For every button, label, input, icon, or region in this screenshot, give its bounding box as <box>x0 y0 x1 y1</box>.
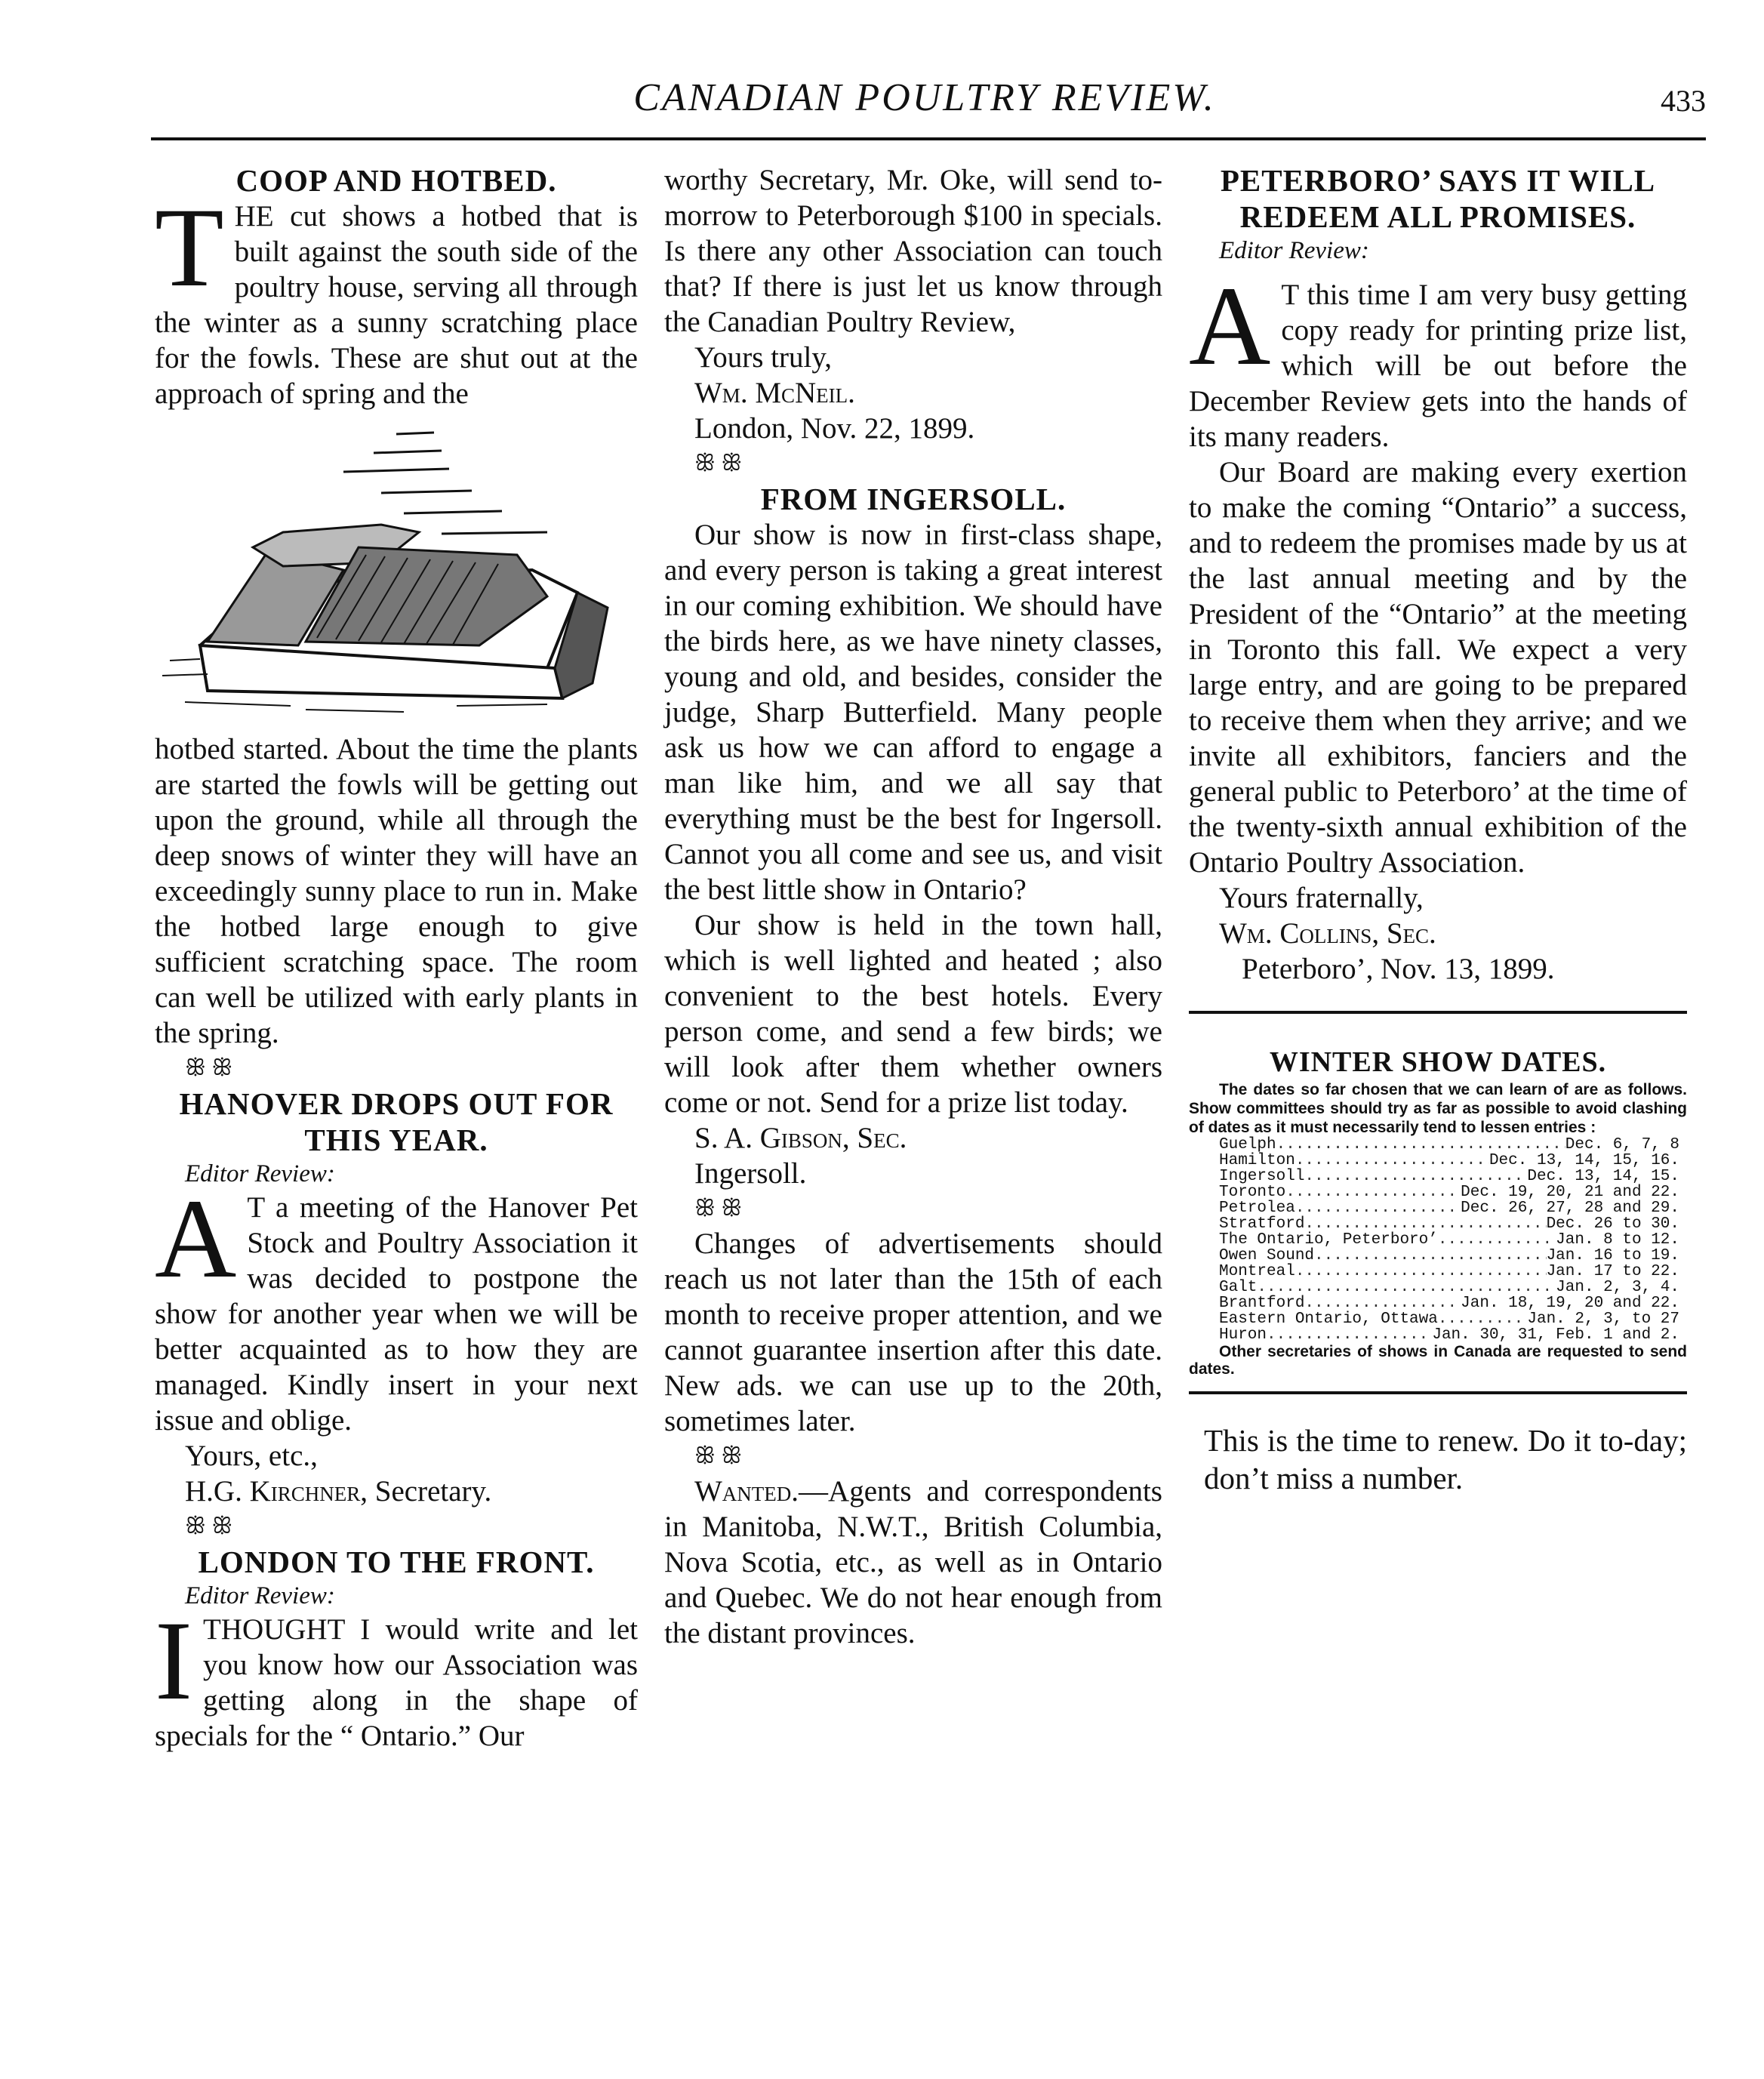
show-date-row: Owen Sound ..... Jan. 16 to 19. <box>1219 1248 1679 1264</box>
closing: Yours truly, <box>694 341 833 374</box>
dateline: London, Nov. 22, 1899. <box>694 412 975 445</box>
renew-notice: This is the time to renew. Do it to-day; don’t miss a number. <box>1204 1423 1687 1495</box>
article-heading: COOP AND HOTBED. <box>236 163 557 198</box>
article-body <box>155 1598 638 1754</box>
show-date-row: Huron ..... Jan. 30, 31, Feb. 1 and 2. <box>1219 1327 1679 1343</box>
article-body <box>155 185 638 411</box>
page-header <box>143 75 1706 143</box>
wanted-notice <box>664 1474 1162 1651</box>
article-ingersoll <box>664 481 1162 1191</box>
article-text: hotbed started. About the time the plants are started the fowls will be getting out upon the ground, while all through the deep snows of winter they will have an exceedingly sunny place to run in. Make the hotbed large enough to give sufficient scratching space. The room can well be utilized with early plants in the spring. <box>155 733 638 1049</box>
show-date-row: Montreal ..... Jan. 17 to 22. <box>1219 1264 1679 1280</box>
signature: Wm. Collins, Sec. <box>1219 917 1436 950</box>
show-date-row: Petrolea ..... Dec. 26, 27, 28 and 29. <box>1219 1200 1679 1216</box>
section-rule <box>1189 1391 1687 1394</box>
section-ornament: ꕥ ꕥ <box>185 1514 233 1538</box>
drop-cap: I <box>155 1598 192 1723</box>
show-date-row: Eastern Ontario, Ottawa ..... Jan. 2, 3, to 27 <box>1219 1311 1679 1327</box>
dateline: Peterboro’, Nov. 13, 1899. <box>1242 953 1555 985</box>
page-number: 433 <box>1661 84 1706 118</box>
article-text: T this time I am very busy getting copy ready for printing prize list, which will be out before the December Review gets into the hands of its many readers. <box>1189 279 1687 453</box>
closing: Yours, etc., <box>185 1440 318 1472</box>
column-3 <box>1189 162 1687 1497</box>
article-text: HE cut shows a hotbed that is built against the south side of the poultry house, serving all through the winter as a sunny scratching place for the fowls. These are shut out at the approach of spring and the <box>155 200 638 410</box>
show-date-row: Hamilton ..... Dec. 13, 14, 15, 16. <box>1219 1153 1679 1169</box>
article-hanover <box>155 1086 638 1509</box>
show-dates-list <box>1219 1137 1679 1343</box>
drop-cap: T <box>155 185 224 310</box>
header-rule <box>151 137 1706 140</box>
place: Ingersoll. <box>694 1157 807 1190</box>
section-ornament: ꕥ ꕥ <box>694 451 743 476</box>
editor-salutation: Editor Review: <box>185 1582 335 1609</box>
signature-title: , Secretary. <box>360 1475 492 1508</box>
article-body <box>155 1176 638 1438</box>
column-2 <box>664 162 1162 1651</box>
article-london <box>155 1544 638 1754</box>
drop-cap: A <box>155 1176 237 1301</box>
winter-show-footer: Other secretaries of shows in Canada are requested to send dates. <box>1189 1343 1687 1378</box>
winter-show-note: The dates so far chosen that we can learn of are as follows. Show committees should try as far as possible to avoid clashing of dates as it must necessarily tend to lessen entries : <box>1189 1081 1687 1136</box>
article-text: Our Board are making every exertion to make the coming “Ontario” a success, and to redeem the promises made by us at the last annual meeting and by the President of the “Ontario” at the meeting in Toronto this fall. We expect a very large entry, and are going to be prepared to receive them when they arrive; and we invite all exhibitors, fanciers and the general public to Peterboro’ at the time of the twenty-sixth annual exhibition of the Ontario Poultry Association. <box>1189 456 1687 879</box>
article-text: worthy Secretary, Mr. Oke, will send to-morrow to Peterborough $100 in specials. Is there any other Association can touch that? If there is just let us know through the Canadian Poultry Review, <box>664 164 1162 338</box>
editor-salutation: Editor Review: <box>1219 237 1369 264</box>
signature: S. A. Gibson, Sec. <box>694 1122 907 1154</box>
article-heading: PETERBORO’ SAYS IT WILL REDEEM ALL PROMISES. <box>1220 163 1656 234</box>
section-ornament: ꕥ ꕥ <box>185 1055 233 1080</box>
winter-show-dates <box>1189 1044 1687 1378</box>
show-date-row: Stratford ..... Dec. 26 to 30. <box>1219 1216 1679 1232</box>
article-text: Our show is now in first-class shape, and every person is taking a great interest in our coming exhibition. We should have the birds here, as we have ninety classes, young and old, and besides, consider the judge, Sharp Butterfield. Many people ask us how we can afford to engage a man like him, and we all say that everything must be the best for Ingersoll. Cannot you all come and see us, and visit the best little show in Ontario? <box>664 519 1162 906</box>
wanted-text: —Agents and correspondents in Manitoba, N.W.T., British Columbia, Nova Scotia, etc., as well as in Ontario and Quebec. We do not hear enough from the distant provinces. <box>664 1475 1162 1649</box>
show-date-row: The Ontario, Peterboro’ ..... Jan. 8 to 12. <box>1219 1232 1679 1248</box>
article-peterboro <box>1189 162 1687 987</box>
article-text: THOUGHT I would write and let you know how our Association was getting along in the shape of specials for the “ Ontario.” Our <box>155 1613 638 1752</box>
show-date-row: Ingersoll ..... Dec. 13, 14, 15. <box>1219 1169 1679 1184</box>
show-date-row: Guelph ..... Dec. 6, 7, 8 <box>1219 1137 1679 1153</box>
article-heading: HANOVER DROPS OUT FOR THIS YEAR. <box>179 1086 614 1157</box>
drop-cap: A <box>1189 263 1271 389</box>
editor-salutation: Editor Review: <box>185 1160 335 1187</box>
hotbed-illustration <box>155 419 623 721</box>
journal-title: CANADIAN POULTRY REVIEW. <box>633 76 1216 119</box>
signature <box>155 1474 638 1509</box>
article-text: Our show is held in the town hall, which is well lighted and heated ; also convenient to the best hotels. Every person come, and send a few birds; we will look after them whether owners come or not. Send for a prize list today. <box>664 909 1162 1119</box>
show-date-row: Galt ..... Jan. 2, 3, 4. <box>1219 1280 1679 1295</box>
article-heading: FROM INGERSOLL. <box>760 482 1067 516</box>
column-1 <box>155 162 638 1754</box>
article-text: T a meeting of the Hanover Pet Stock and Poultry Association it was decided to postpone the show for another year when we will be better acquainted as to how they are managed. Kindly insert in your next issue and oblige. <box>155 1191 638 1437</box>
section-rule <box>1189 1011 1687 1014</box>
changes-notice: Changes of advertisements should reach us not later than the 15th of each month to receive proper attention, and we cannot guarantee insertion after this date. New ads. we can use up to the 20th, sometimes later. <box>664 1227 1162 1437</box>
wanted-lead: Wanted. <box>694 1475 799 1508</box>
signature-name: H.G. Kirchner <box>185 1475 361 1508</box>
section-ornament: ꕥ ꕥ <box>694 1196 743 1221</box>
winter-show-heading: WINTER SHOW DATES. <box>1269 1046 1607 1078</box>
article-coop-and-hotbed <box>155 162 638 1051</box>
article-heading: LONDON TO THE FRONT. <box>198 1545 595 1579</box>
article-body <box>1189 263 1687 454</box>
show-date-row: Toronto ..... Dec. 19, 20, 21 and 22. <box>1219 1184 1679 1200</box>
show-date-row: Brantford ..... Jan. 18, 19, 20 and 22. <box>1219 1295 1679 1311</box>
signature: Wm. McNeil. <box>694 377 855 409</box>
section-ornament: ꕥ ꕥ <box>694 1443 743 1468</box>
closing: Yours fraternally, <box>1219 882 1424 914</box>
